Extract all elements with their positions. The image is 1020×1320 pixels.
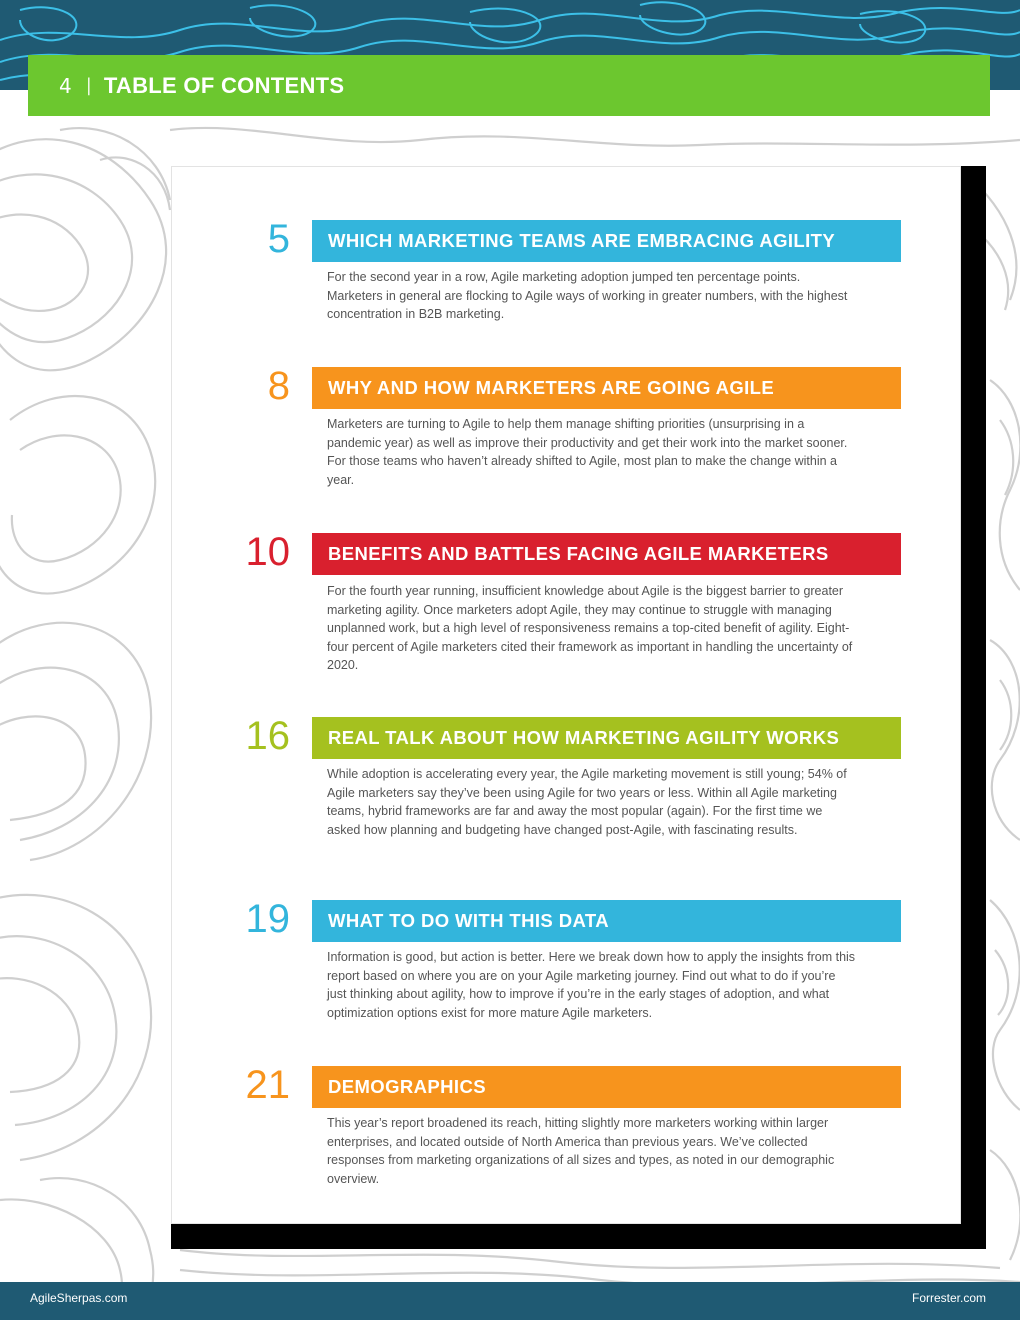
toc-page-number: 21 [245, 1063, 290, 1107]
toc-page-number: 10 [245, 530, 290, 574]
toc-page-number: 16 [245, 714, 290, 758]
toc-title: BENEFITS AND BATTLES FACING AGILE MARKETERS [328, 543, 829, 564]
toc-description: This year’s report broadened its reach, hitting slightly more marketers working within larger enterprises, and located outside of North America than previous years. We’ve collected responses from marketing organizations of all sizes and types, as noted in our demographic overview. [327, 1116, 835, 1186]
toc-description: Information is good, but action is better. Here we break down how to apply the insights from this report based on where you are on your Agile marketing journey. Find out what to do if you’re just thinking about agility, how to improve if you’re in the early stages of adoption, and what optimization options exist for more mature Agile marketers. [327, 950, 856, 1020]
toc-title-bar[interactable] [312, 220, 901, 262]
footer-link-agilesherpas[interactable]: AgileSherpas.com [30, 1291, 128, 1305]
toc-page-number: 8 [267, 364, 290, 408]
toc-title-bar[interactable] [312, 900, 901, 942]
page-title: TABLE OF CONTENTS [103, 72, 345, 98]
toc-title-bar[interactable] [312, 717, 901, 759]
footer [0, 1282, 1020, 1320]
toc-title: REAL TALK ABOUT HOW MARKETING AGILITY WORKS [328, 727, 840, 748]
toc-title: DEMOGRAPHICS [328, 1076, 486, 1097]
toc-title-bar[interactable] [312, 367, 901, 409]
page-number: 4 [59, 73, 72, 98]
toc-title: WHICH MARKETING TEAMS ARE EMBRACING AGILITY [328, 230, 836, 251]
toc-title-bar[interactable] [312, 1066, 901, 1108]
header-separator: | [85, 75, 92, 96]
toc-description: While adoption is accelerating every year, the Agile marketing movement is still young; 54% of Agile marketers say they’ve been using Agile for two years or less. Within all Agile marketing teams, hybrid frameworks are far and away the most popular (again). For the first time we asked how planning and budgeting have changed post-Agile, with fascinating results. [327, 767, 847, 837]
toc-title: WHAT TO DO WITH THIS DATA [328, 910, 609, 931]
toc-card [171, 166, 961, 1224]
toc-description: For the fourth year running, insufficient knowledge about Agile is the biggest barrier to greater marketing agility. Once marketers adopt Agile, they may continue to struggle with managing unplanned work, but a high level of responsiveness remains a top-cited benefit of agility. Eight-four percent of Agile marketers cited their framework as important in handling the uncertainty of 2020. [327, 584, 853, 672]
toc-page-number: 19 [245, 897, 290, 941]
toc-title: WHY AND HOW MARKETERS ARE GOING AGILE [328, 377, 775, 398]
toc-description: Marketers are turning to Agile to help them manage shifting priorities (unsurprising in a pandemic year) as well as improve their productivity and get their work into the market sooner. For those teams who haven’t already shifted to Agile, most plan to make the change within a year. [327, 417, 848, 487]
toc-page-number: 5 [267, 217, 290, 261]
header-bar [28, 55, 990, 116]
footer-link-forrester[interactable]: Forrester.com [911, 1291, 986, 1305]
toc-description: For the second year in a row, Agile marketing adoption jumped ten percentage points. Marketers in general are flocking to Agile ways of working in greater numbers, with the highest concentration in B2B marketing. [327, 270, 848, 321]
toc-title-bar[interactable] [312, 533, 901, 575]
